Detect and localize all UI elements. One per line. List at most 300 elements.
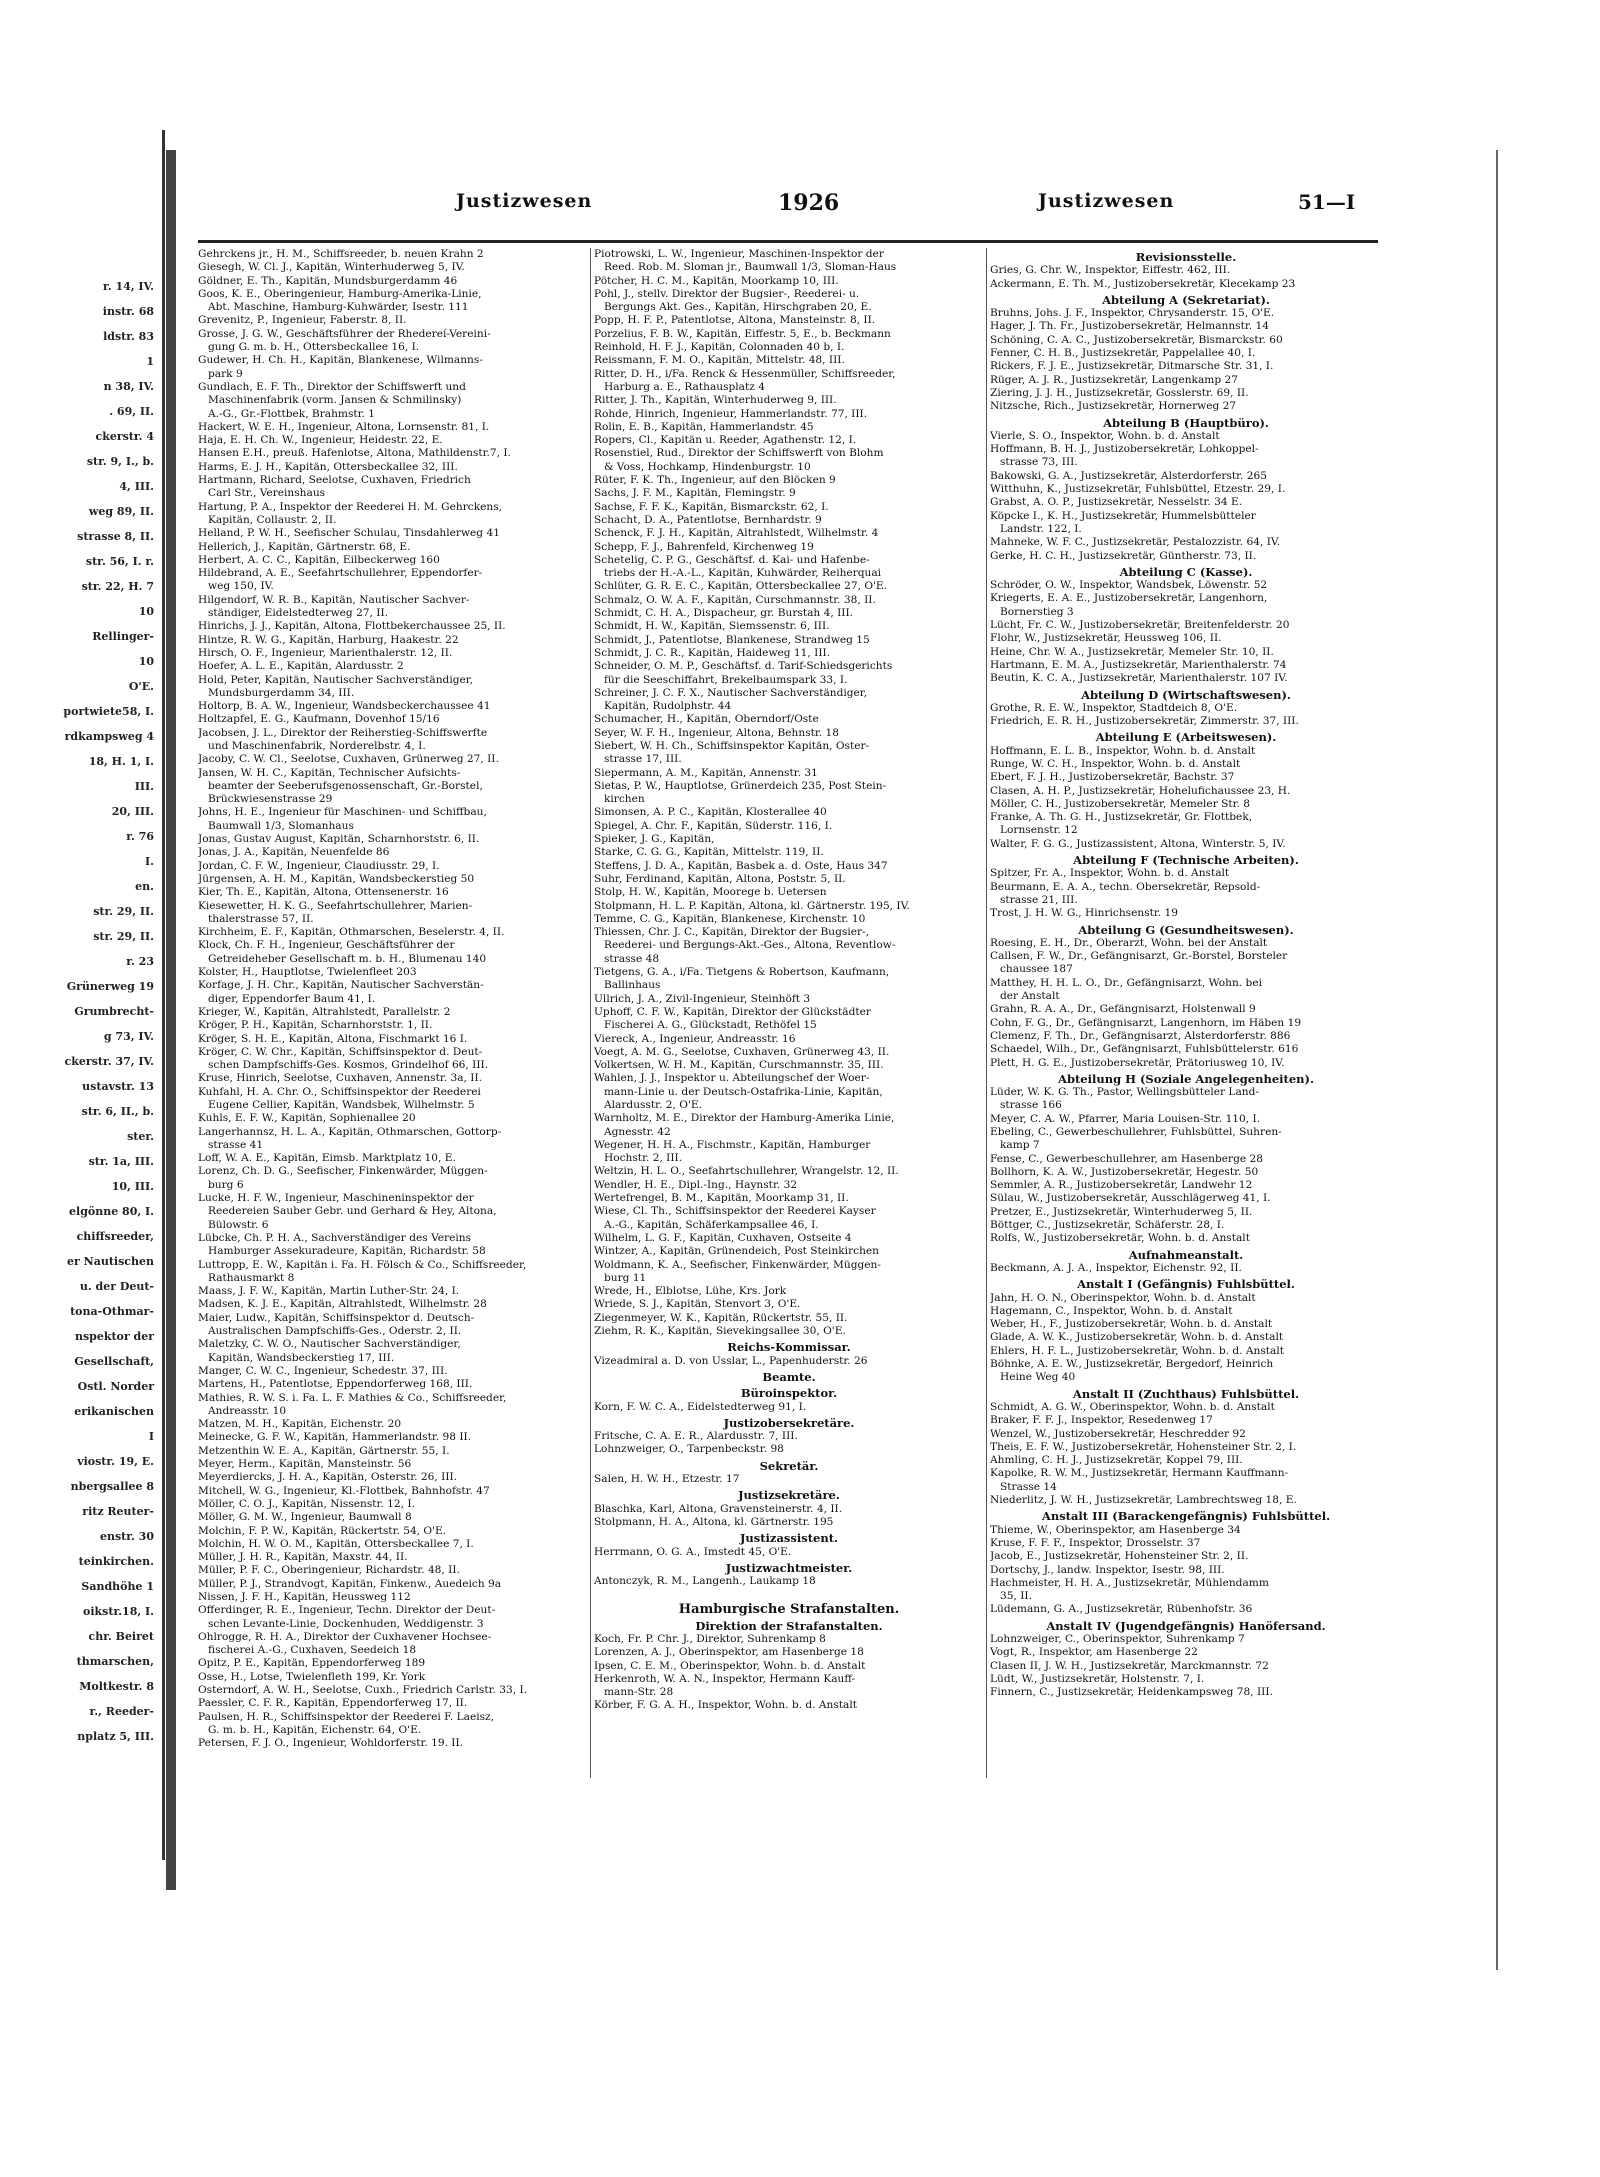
- directory-entry-line: Martens, H., Patentlotse, Eppendorferweg 168, III.: [198, 1378, 473, 1391]
- directory-entry-line: Meyer, C. A. W., Pfarrer, Maria Louisen-Str. 110, I.: [990, 1112, 1261, 1125]
- directory-entry-line: strasse 166: [1000, 1099, 1062, 1112]
- column-divider: [590, 248, 591, 1778]
- left-page-fragment: 4, III.: [119, 480, 154, 493]
- directory-entry-line: Harms, E. J. H., Kapitän, Ottersbeckallee 32, III.: [198, 460, 458, 473]
- directory-entry-line: Jürgensen, A. H. M., Kapitän, Wandsbeckerstieg 50: [198, 872, 475, 885]
- directory-entry-line: Jacoby, C. W. Cl., Seelotse, Cuxhaven, Grünerweg 27, II.: [198, 753, 499, 766]
- directory-entry-line: Uphoff, C. F. W., Kapitän, Direktor der Glückstädter: [594, 1005, 871, 1018]
- directory-entry-line: strasse 48: [604, 952, 660, 965]
- directory-entry-line: Matthey, H. H. L. O., Dr., Gefängnisarzt, Wohn. bei: [990, 976, 1263, 989]
- directory-entry-line: Madsen, K. J. E., Kapitän, Altrahlstedt, Wilhelmstr. 28: [198, 1298, 487, 1311]
- column-2: [594, 248, 984, 1788]
- left-page-fragment: chr. Beiret: [88, 1630, 154, 1643]
- section-heading: [594, 1591, 984, 1599]
- directory-entry-line: Maschinenfabrik (vorm. Jansen & Schmilinsky): [208, 394, 462, 407]
- directory-entry-line: Hellerich, J., Kapitän, Gärtnerstr. 68, E.: [198, 540, 411, 553]
- directory-entry-line: Hoffmann, B. H. J., Justizobersekretär, Lohkoppel-: [990, 443, 1259, 456]
- directory-entry-line: Wrede, H., Elblotse, Lühe, Krs. Jork: [594, 1285, 787, 1298]
- directory-entry-line: Beckmann, A. J. A., Inspektor, Eichenstr. 92, II.: [990, 1261, 1242, 1274]
- directory-entry-line: Brückwiesenstrasse 29: [208, 793, 333, 806]
- directory-entry-line: Thieme, W., Oberinspektor, am Hasenberge 34: [990, 1523, 1241, 1536]
- directory-entry-line: Korfage, J. H. Chr., Kapitän, Nautischer Sachverstän-: [198, 979, 484, 992]
- directory-entry-line: Jansen, W. H. C., Kapitän, Technischer Aufsichts-: [198, 766, 461, 779]
- left-page-fragment: nplatz 5, III.: [77, 1730, 154, 1743]
- left-page-fragment: thmarschen,: [76, 1655, 154, 1668]
- left-page-fragment: str. 9, I., b.: [86, 455, 154, 468]
- directory-entry-line: Ziegenmeyer, W. K., Kapitän, Rückertstr. 55, II.: [594, 1311, 848, 1324]
- directory-entry-line: Hackert, W. E. H., Ingenieur, Altona, Lornsenstr. 81, I.: [198, 420, 490, 433]
- section-heading: Abteilung E (Arbeitswesen).: [1095, 730, 1277, 745]
- section-heading: Anstalt III (Barackengefängnis) Fuhlsbüttel.: [1041, 1509, 1331, 1524]
- directory-entry-line: Simonsen, A. P. C., Kapitän, Klosterallee 40: [594, 806, 827, 819]
- directory-entry-line: schen Dampfschiffs-Ges. Kosmos, Grindelhof 66, III.: [208, 1059, 489, 1072]
- left-page-fragment: weg 89, II.: [88, 505, 154, 518]
- directory-entry-line: Gries, G. Chr. W., Inspektor, Eiffestr. 462, III.: [990, 264, 1231, 277]
- directory-entry-line: Kruse, Hinrich, Seelotse, Cuxhaven, Annenstr. 3a, II.: [198, 1072, 482, 1085]
- left-page-fragment: rdkampsweg 4: [64, 730, 154, 743]
- directory-entry-line: Wriede, S. J., Kapitän, Stenvort 3, O'E.: [594, 1298, 801, 1311]
- directory-entry-line: Sachs, J. F. M., Kapitän, Flemingstr. 9: [594, 487, 796, 500]
- directory-entry-line: Fenner, C. H. B., Justizsekretär, Pappelallee 40, I.: [990, 347, 1256, 360]
- directory-entry-line: Kröger, C. W. Chr., Kapitän, Schiffsinspektor d. Deut-: [198, 1045, 483, 1058]
- directory-entry-line: Meinecke, G. F. W., Kapitän, Hammerlandstr. 98 II.: [198, 1431, 472, 1444]
- directory-entry-line: Tietgens, G. A., i/Fa. Tietgens & Robertson, Kaufmann,: [594, 966, 890, 979]
- directory-entry-line: Voegt, A. M. G., Seelotse, Cuxhaven, Grünerweg 43, II.: [594, 1045, 890, 1058]
- directory-entry-line: thalerstrasse 57, II.: [208, 912, 314, 925]
- directory-entry-line: mann-Str. 28: [604, 1686, 674, 1699]
- directory-entry-line: Lüdemann, G. A., Justizsekretär, Rübenhofstr. 36: [990, 1603, 1253, 1616]
- directory-entry-line: Ebeling, C., Gewerbeschullehrer, Fuhlsbüttel, Suhren-: [990, 1126, 1282, 1138]
- directory-entry-line: Schmidt, H. W., Kapitän, Siemssenstr. 6, III.: [594, 620, 830, 633]
- directory-entry-line: Stolp, H. W., Kapitän, Moorege b. Uetersen: [594, 886, 827, 899]
- directory-entry-line: triebs der H.-A.-L., Kapitän, Kuhwärder, Reiherquai: [604, 567, 882, 580]
- directory-entry-line: Lücht, Fr. C. W., Justizobersekretär, Breitenfelderstr. 20: [990, 619, 1290, 632]
- directory-entry-line: Ipsen, C. E. M., Oberinspektor, Wohn. b. d. Anstalt: [594, 1659, 866, 1672]
- directory-entry-line: Maier, Ludw., Kapitän, Schiffsinspektor d. Deutsch-: [198, 1311, 475, 1324]
- left-page-fragment: . 69, II.: [109, 405, 154, 418]
- directory-entry-line: Weber, H., F., Justizobersekretär, Wohn. b. d. Anstalt: [990, 1318, 1273, 1331]
- directory-entry-line: Kuhls, E. F. W., Kapitän, Sophienallee 20: [198, 1112, 416, 1125]
- directory-entry-line: Ziering, J. J. H., Justizsekretär, Gosslerstr. 69, II.: [990, 386, 1249, 399]
- directory-entry-line: Fischerei A. G., Glückstadt, Rethöfel 15: [604, 1019, 817, 1032]
- directory-entry-line: Köpcke I., K. H., Justizsekretär, Hummelsbütteler: [990, 509, 1256, 522]
- directory-entry-line: Ahmling, C. H. J., Justizsekretär, Koppel 79, III.: [990, 1454, 1243, 1467]
- directory-entry-line: Loff, W. A. E., Kapitän, Eimsb. Marktplatz 10, E.: [198, 1152, 456, 1165]
- directory-entry-line: Agnesstr. 42: [604, 1125, 671, 1138]
- directory-entry-line: Hartmann, Richard, Seelotse, Cuxhaven, Friedrich: [198, 474, 471, 487]
- left-page-fragment: 10: [138, 655, 154, 668]
- directory-entry-line: fischerei A.-G., Cuxhaven, Seedeich 18: [208, 1644, 417, 1657]
- directory-entry-line: Witthuhn, K., Justizsekretär, Fuhlsbüttel, Etzestr. 29, I.: [990, 483, 1286, 496]
- section-heading: Anstalt IV (Jugendgefängnis) Hanöfersand.: [1046, 1618, 1326, 1633]
- directory-entry-line: Möller, C. H., Justizobersekretär, Memeler Str. 8: [990, 797, 1251, 810]
- section-heading: Abteilung H (Soziale Angelegenheiten).: [1058, 1071, 1314, 1086]
- page-header: [178, 190, 1496, 220]
- directory-entry-line: Ropers, Cl., Kapitän u. Reeder, Agathenstr. 12, I.: [594, 434, 857, 447]
- left-page-fragment: str. 22, H. 7: [81, 580, 154, 593]
- left-page-fragment: ustavstr. 13: [82, 1080, 154, 1093]
- directory-entry-line: Glade, A. W. K., Justizobersekretär, Wohn. b. d. Anstalt: [990, 1331, 1284, 1344]
- header-right-title: Justizwesen: [1038, 190, 1175, 212]
- directory-entry-line: Kröger, P. H., Kapitän, Scharnhorststr. 1, II.: [198, 1019, 433, 1032]
- directory-entry-line: weg 150, IV.: [208, 580, 274, 593]
- directory-entry-line: Manger, C. W. C., Ingenieur, Schedestr. 37, III.: [198, 1364, 448, 1377]
- directory-entry-line: Wilhelm, L. G. F., Kapitän, Cuxhaven, Ostseite 4: [594, 1231, 852, 1244]
- directory-entry-line: burg 6: [208, 1178, 244, 1191]
- directory-entry-line: Porzelius, F. B. W., Kapitän, Eiffestr. 5, E., b. Beckmann: [594, 327, 891, 340]
- section-heading: Abteilung B (Hauptbüro).: [1103, 415, 1269, 430]
- directory-page: [178, 150, 1498, 1970]
- left-page-fragment: r., Reeder-: [89, 1705, 154, 1718]
- directory-entry-line: G. m. b. H., Kapitän, Eichenstr. 64, O'E.: [208, 1723, 422, 1736]
- directory-entry-line: Körber, F. G. A. H., Inspektor, Wohn. b. d. Anstalt: [594, 1699, 858, 1712]
- directory-entry-line: Mahneke, W. F. C., Justizsekretär, Pestalozzistr. 64, IV.: [990, 536, 1281, 549]
- directory-entry-line: Vierle, S. O., Inspektor, Wohn. b. d. Anstalt: [990, 429, 1220, 442]
- directory-entry-line: Meyer, Herm., Kapitän, Mansteinstr. 56: [198, 1458, 412, 1471]
- directory-entry-line: Hold, Peter, Kapitän, Nautischer Sachverständiger,: [198, 673, 474, 686]
- directory-entry-line: Schetelig, C. P. G., Geschäftsf. d. Kai- und Hafenbe-: [594, 553, 870, 566]
- directory-entry-line: Siepermann, A. M., Kapitän, Annenstr. 31: [594, 766, 818, 779]
- directory-entry-line: Hartung, P. A., Inspektor der Reederei H. M. Gehrckens,: [198, 500, 503, 513]
- directory-entry-line: Flohr, W., Justizsekretär, Heussweg 106, II.: [990, 632, 1222, 645]
- directory-entry-line: Rolin, E. B., Kapitän, Hammerlandstr. 45: [594, 420, 814, 433]
- directory-entry-line: Lorenz, Ch. D. G., Seefischer, Finkenwärder, Müggen-: [198, 1165, 488, 1178]
- section-heading: Abteilung A (Sekretariat).: [1102, 292, 1270, 307]
- directory-entry-line: Wintzer, A., Kapitän, Grünendeich, Post Steinkirchen: [594, 1245, 879, 1258]
- directory-entry-line: Schmidt, J. C. R., Kapitän, Haideweg 11, III.: [594, 646, 831, 659]
- directory-entry-line: strasse 73, III.: [1000, 456, 1078, 469]
- directory-entry-line: Gudewer, H. Ch. H., Kapitän, Blankenese, Wilmanns-: [198, 354, 483, 367]
- directory-entry-line: Spiegel, A. Chr. F., Kapitän, Süderstr. 116, I.: [594, 819, 833, 832]
- left-page-fragment: g 73, IV.: [103, 1030, 154, 1043]
- left-page-fragment: nbergsallee 8: [70, 1480, 154, 1493]
- directory-entry-line: Hinrichs, J. J., Kapitän, Altona, Flottbekerchaussee 25, II.: [198, 620, 506, 633]
- directory-entry-line: Offerdinger, R. E., Ingenieur, Techn. Direktor der Deut-: [198, 1604, 496, 1617]
- left-page-fragment: teinkirchen.: [78, 1555, 154, 1568]
- directory-entry-line: Wegener, H. H. A., Fischmstr., Kapitän, Hamburger: [594, 1138, 871, 1151]
- directory-entry-line: Gerke, H. C. H., Justizsekretär, Güntherstr. 73, II.: [990, 549, 1257, 562]
- directory-entry-line: Landstr. 122, I.: [1000, 522, 1082, 535]
- directory-entry-line: Lorenzen, A. J., Oberinspektor, am Hasenberge 18: [594, 1646, 864, 1659]
- left-page-fragment: III.: [134, 780, 154, 793]
- directory-entry-line: Suhr, Ferdinand, Kapitän, Altona, Poststr. 5, II.: [594, 872, 846, 885]
- directory-entry-line: Wahlen, J. J., Inspektor u. Abteilungschef der Woer-: [594, 1072, 870, 1085]
- directory-entry-line: park 9: [208, 367, 243, 380]
- directory-entry-line: Schmidt, J., Patentlotse, Blankenese, Strandweg 15: [594, 633, 870, 646]
- header-year: 1926: [778, 190, 840, 216]
- directory-entry-line: Böttger, C., Justizsekretär, Schäferstr. 28, I.: [990, 1219, 1225, 1232]
- directory-entry-line: Jonas, J. A., Kapitän, Neuenfelde 86: [198, 846, 390, 859]
- column-divider: [986, 248, 987, 1778]
- directory-entry-line: Stolpmann, H. L. P. Kapitän, Altona, kl. Gärtnerstr. 195, IV.: [594, 899, 910, 912]
- directory-entry-line: Rüger, A. J. R., Justizsekretär, Langenkamp 27: [990, 373, 1238, 386]
- directory-entry-line: Australischen Dampfschiffs-Ges., Oderstr. 2, II.: [208, 1325, 462, 1338]
- directory-entry-line: Schaedel, Wilh., Dr., Gefängnisarzt, Fuhlsbüttelerstr. 616: [990, 1043, 1299, 1056]
- directory-entry-line: Kriegerts, E. A. E., Justizobersekretär, Langenhorn,: [990, 592, 1268, 605]
- directory-entry-line: Schacht, D. A., Patentlotse, Bernhardstr. 9: [594, 513, 822, 526]
- directory-entry-line: Meyerdiercks, J. H. A., Kapitän, Osterstr. 26, III.: [198, 1471, 458, 1484]
- directory-entry-line: Ullrich, J. A., Zivil-Ingenieur, Steinhöft 3: [594, 992, 811, 1005]
- section-heading: Abteilung C (Kasse).: [1119, 564, 1253, 579]
- directory-entry-line: Sülau, W., Justizobersekretär, Ausschlägerweg 41, I.: [990, 1192, 1271, 1205]
- left-page-fragment: 20, III.: [111, 805, 154, 818]
- directory-entry-line: Roesing, E. H., Dr., Oberarzt, Wohn. bei der Anstalt: [990, 936, 1268, 949]
- directory-entry-line: Beurmann, E. A. A., techn. Obersekretär, Repsold-: [990, 880, 1261, 893]
- directory-entry-line: Giesegh, W. Cl. J., Kapitän, Winterhuderweg 5, IV.: [198, 261, 465, 274]
- directory-entry-line: Spitzer, Fr. A., Inspektor, Wohn. b. d. Anstalt: [990, 867, 1230, 880]
- directory-entry-line: Schöning, C. A. C., Justizobersekretär, Bismarckstr. 60: [990, 333, 1283, 346]
- directory-entry-line: Volkertsen, W. H. M., Kapitän, Curschmannstr. 35, III.: [594, 1059, 884, 1072]
- directory-entry-line: Vizeadmiral a. D. von Usslar, L., Papenhuderstr. 26: [594, 1354, 868, 1367]
- directory-entry-line: Ebert, F. J. H., Justizobersekretär, Bachstr. 37: [990, 771, 1235, 784]
- directory-entry-line: kamp 7: [1000, 1139, 1040, 1152]
- directory-entry-line: chaussee 187: [1000, 963, 1073, 976]
- directory-entry-line: Möller, C. O. J., Kapitän, Nissenstr. 12, I.: [198, 1497, 415, 1510]
- section-heading: Justizobersekretäre.: [723, 1415, 855, 1430]
- directory-entry-line: Hintze, R. W. G., Kapitän, Harburg, Haakestr. 22: [198, 633, 459, 646]
- directory-entry-line: Kröger, S. H. E., Kapitän, Altona, Fischmarkt 16 I.: [198, 1032, 468, 1045]
- directory-entry-line: Hildebrand, A. E., Seefahrtschullehrer, Eppendorfer-: [198, 567, 483, 580]
- directory-entry-line: Blaschka, Karl, Altona, Gravensteinerstr. 4, II.: [594, 1502, 843, 1515]
- directory-entry-line: Böhnke, A. E. W., Justizsekretär, Bergedorf, Heinrich: [990, 1358, 1274, 1371]
- left-page-fragment: erikanischen: [74, 1405, 154, 1418]
- directory-entry-line: Kiesewetter, H. K. G., Seefahrtschullehrer, Marien-: [198, 899, 473, 912]
- directory-entry-line: Kapolke, R. W. M., Justizsekretär, Hermann Kauffmann-: [990, 1467, 1289, 1480]
- directory-entry-line: Heine Weg 40: [1000, 1371, 1076, 1384]
- section-heading: Aufnahmeanstalt.: [1128, 1247, 1244, 1262]
- directory-entry-line: Rüter, F. K. Th., Ingenieur, auf den Blöcken 9: [594, 474, 836, 487]
- directory-entry-line: Reissmann, F. M. O., Kapitän, Mittelstr. 48, III.: [594, 354, 845, 367]
- directory-entry-line: Fritsche, C. A. E. R., Alardusstr. 7, III.: [594, 1430, 798, 1443]
- directory-entry-line: Pretzer, E., Justizsekretär, Winterhuderweg 5, II.: [990, 1205, 1253, 1218]
- directory-entry-line: Dortschy, J., landw. Inspektor, Isestr. 98, III.: [990, 1563, 1225, 1576]
- directory-entry-line: Kapitän, Wandsbeckerstieg 17, III.: [208, 1351, 395, 1364]
- directory-entry-line: Goos, K. E., Oberingenieur, Hamburg-Amerika-Linie,: [198, 287, 482, 300]
- directory-entry-line: & Voss, Hochkamp, Hindenburgstr. 10: [604, 460, 811, 473]
- left-page-fragment: strasse 8, II.: [77, 530, 154, 543]
- directory-entry-line: Osse, H., Lotse, Twielenfleth 199, Kr. York: [198, 1670, 426, 1683]
- header-rule: [198, 240, 1378, 243]
- directory-entry-line: Temme, C. G., Kapitän, Blankenese, Kirchenstr. 10: [594, 912, 866, 925]
- directory-entry-line: Andreasstr. 10: [208, 1404, 287, 1417]
- directory-entry-line: Clasen II, J. W. H., Justizsekretär, Marckmannstr. 72: [990, 1659, 1269, 1672]
- directory-entry-line: Kapitän, Rudolphstr. 44: [604, 700, 732, 713]
- directory-entry-line: A.-G., Gr.-Flottbek, Brahmstr. 1: [208, 407, 376, 420]
- left-page-fragment: Sandhöhe 1: [81, 1580, 154, 1593]
- directory-entry-line: Bülowstr. 6: [208, 1218, 269, 1231]
- directory-entry-line: kirchen: [604, 793, 645, 806]
- section-heading: Justizsekretäre.: [738, 1488, 840, 1503]
- directory-entry-line: Haja, E. H. Ch. W., Ingenieur, Heidestr. 22, E.: [198, 434, 443, 447]
- directory-entry-line: 35, II.: [1000, 1590, 1032, 1603]
- directory-entry-line: Warnholtz, M. E., Direktor der Hamburg-Amerika Linie,: [594, 1112, 895, 1125]
- directory-entry-line: strasse 21, III.: [1000, 893, 1078, 906]
- directory-entry-line: Ballinhaus: [604, 979, 661, 992]
- section-heading: Revisionsstelle.: [1135, 250, 1237, 264]
- left-page-fragment: 10: [138, 605, 154, 618]
- left-page-fragment: str. 1a, III.: [88, 1155, 154, 1168]
- directory-entry-line: für die Seeschiffahrt, Brekelbaumspark 33, I.: [604, 673, 848, 686]
- directory-entry-line: Harburg a. E., Rathausplatz 4: [604, 380, 765, 393]
- directory-entry-line: Holtorp, B. A. W., Ingenieur, Wandsbeckerchaussee 41: [198, 700, 491, 713]
- directory-entry-line: Lohnzweiger, O., Tarpenbeckstr. 98: [594, 1443, 784, 1456]
- left-page-fragment: O'E.: [128, 680, 154, 693]
- directory-entry-line: Bornerstieg 3: [1000, 605, 1074, 618]
- directory-entry-line: Hoffmann, E. L. B., Inspektor, Wohn. b. d. Anstalt: [990, 744, 1256, 757]
- section-heading: Abteilung G (Gesundheitswesen).: [1078, 922, 1294, 937]
- directory-entry-line: Abt. Maschine, Hamburg-Kuhwärder, Isestr. 111: [208, 301, 469, 314]
- directory-entry-line: Finnern, C., Justizsekretär, Heidenkampsweg 78, III.: [990, 1686, 1273, 1699]
- left-page-fragment: en.: [135, 880, 154, 893]
- section-heading: Beamte.: [762, 1369, 816, 1384]
- directory-entry-line: Wenzel, W., Justizobersekretär, Heschredder 92: [990, 1427, 1246, 1440]
- directory-entry-line: Johns, H. E., Ingenieur für Maschinen- und Schiffbau,: [198, 806, 487, 819]
- column-1: [198, 248, 588, 1788]
- directory-entry-line: Rickers, F. J. E., Justizsekretär, Ditmarsche Str. 31, I.: [990, 360, 1274, 373]
- directory-entry-line: Schlüter, G. R. E. C., Kapitän, Ottersbeckallee 27, O'E.: [594, 580, 888, 593]
- directory-entry-line: gung G. m. b. H., Ottersbeckallee 16, I.: [208, 341, 420, 354]
- directory-entry-line: Bakowski, G. A., Justizsekretär, Alsterdorferstr. 265: [990, 469, 1268, 482]
- directory-entry-line: der Anstalt: [1000, 990, 1060, 1003]
- directory-entry-line: Maass, J. F. W., Kapitän, Martin Luther-Str. 24, I.: [198, 1285, 460, 1298]
- directory-entry-line: Rosenstiel, Rud., Direktor der Schiffswerft von Blohm: [594, 447, 884, 460]
- directory-entry-line: Braker, F. F. J., Inspektor, Resedenweg 17: [990, 1414, 1213, 1427]
- directory-entry-line: Walter, F. G. G., Justizassistent, Altona, Winterstr. 5, IV.: [990, 837, 1286, 850]
- directory-entry-line: Metzenthin W. E. A., Kapitän, Gärtnerstr. 55, I.: [198, 1444, 450, 1457]
- directory-entry-line: Franke, A. Th. G. H., Justizsekretär, Gr. Flottbek,: [990, 811, 1253, 824]
- directory-entry-line: Hilgendorf, W. R. B., Kapitän, Nautischer Sachver-: [198, 593, 470, 606]
- directory-entry-line: Molchin, H. W. O. M., Kapitän, Ottersbeckallee 7, I.: [198, 1537, 474, 1550]
- directory-entry-line: Schreiner, J. C. F. X., Nautischer Sachverständiger,: [594, 686, 868, 699]
- directory-entry-line: strasse 41: [208, 1138, 264, 1151]
- directory-entry-line: Theis, E. F. W., Justizobersekretär, Hohensteiner Str. 2, I.: [990, 1440, 1297, 1453]
- left-page-fragment: r. 23: [126, 955, 154, 968]
- directory-entry-line: Göldner, E. Th., Kapitän, Mundsburgerdamm 46: [198, 274, 458, 287]
- directory-entry-line: Alardusstr. 2, O'E.: [604, 1099, 702, 1111]
- directory-entry-line: Petersen, F. J. O., Ingenieur, Wohldorferstr. 19. II.: [198, 1737, 464, 1750]
- directory-entry-line: Hochstr. 2, III.: [604, 1152, 683, 1165]
- left-page-fragment: Moltkestr. 8: [79, 1680, 154, 1693]
- directory-entry-line: Molchin, F. P. W., Kapitän, Rückertstr. 54, O'E.: [198, 1524, 447, 1537]
- directory-entry-line: Schröder, O. W., Inspektor, Wandsbek, Löwenstr. 52: [990, 579, 1268, 592]
- directory-entry-line: Jordan, C. F. W., Ingenieur, Claudiusstr. 29, I.: [198, 859, 440, 872]
- left-page-fragment: I: [148, 1430, 154, 1443]
- directory-entry-line: Bruhns, Johs. J. F., Inspektor, Chrysanderstr. 15, O'E.: [990, 307, 1275, 320]
- left-page-fragment: tona-Othmar-: [70, 1305, 154, 1318]
- directory-entry-line: Wiese, Cl. Th., Schiffsinspektor der Reederei Kayser: [594, 1205, 876, 1218]
- left-page-fragment: oikstr.18, I.: [83, 1605, 154, 1618]
- directory-entry-line: Klock, Ch. F. H., Ingenieur, Geschäftsführer der: [198, 939, 455, 952]
- directory-entry-line: Jacob, E., Justizsekretär, Hohensteiner Str. 2, II.: [990, 1550, 1249, 1563]
- directory-entry-line: Ehlers, H. F. L., Justizobersekretär, Wohn. b. d. Anstalt: [990, 1344, 1284, 1357]
- section-heading: Justizwachtmeister.: [725, 1560, 853, 1575]
- left-page-fragment: Grünerweg 19: [66, 980, 154, 993]
- left-page-fragment: elgönne 80, I.: [69, 1205, 154, 1218]
- section-heading: Abteilung D (Wirtschaftswesen).: [1081, 687, 1291, 702]
- directory-entry-line: Rohde, Hinrich, Ingenieur, Hammerlandstr. 77, III.: [594, 407, 868, 420]
- directory-entry-line: Grothe, R. E. W., Inspektor, Stadtdeich 8, O'E.: [990, 701, 1238, 714]
- directory-entry-line: Clemenz, F. Th., Dr., Gefängnisarzt, Alsterdorferstr. 886: [990, 1029, 1291, 1042]
- directory-entry-line: Reedereien Sauber Gebr. und Gerhard & Hey, Altona,: [208, 1205, 497, 1218]
- directory-entry-line: Friedrich, E. R. H., Justizobersekretär, Zimmerstr. 37, III.: [990, 715, 1299, 728]
- directory-entry-line: und Maschinenfabrik, Norderelbstr. 4, I.: [208, 739, 426, 752]
- directory-entry-line: Osterndorf, A. W. H., Seelotse, Cuxh., Friedrich Carlstr. 33, I.: [198, 1684, 528, 1697]
- directory-entry-line: Nissen, J. F. H., Kapitän, Heussweg 112: [198, 1590, 411, 1603]
- directory-entry-line: Baumwall 1/3, Slomanhaus: [208, 819, 354, 832]
- directory-entry-line: Strasse 14: [1000, 1480, 1057, 1493]
- directory-entry-line: burg 11: [604, 1271, 647, 1284]
- directory-entry-line: Koch, Fr. P. Chr. J., Direktor, Suhrenkamp 8: [594, 1632, 826, 1645]
- directory-entry-line: Kier, Th. E., Kapitän, Altona, Ottensenerstr. 16: [198, 886, 449, 899]
- directory-entry-line: Bergungs Akt. Ges., Kapitän, Hirschgraben 20, E.: [604, 301, 872, 314]
- directory-entry-line: A.-G., Kapitän, Schäferkampsallee 46, I.: [604, 1218, 819, 1231]
- directory-entry-line: Sietas, P. W., Hauptlotse, Grünerdeich 235, Post Stein-: [594, 779, 887, 792]
- directory-entry-line: Lüder, W. K. G. Th., Pastor, Wellingsbütteler Land-: [990, 1086, 1259, 1099]
- directory-entry-line: Popp, H. F. P., Patentlotse, Altona, Mansteinstr. 8, II.: [594, 314, 876, 327]
- directory-entry-line: Jonas, Gustav August, Kapitän, Scharnhorststr. 6, II.: [198, 833, 480, 846]
- directory-entry-line: Herkenroth, W. A. N., Inspektor, Hermann Kauff-: [594, 1672, 856, 1685]
- directory-entry-line: Schepp, F. J., Bahrenfeld, Kirchenweg 19: [594, 540, 814, 553]
- directory-entry-line: Pötcher, H. C. M., Kapitän, Moorkamp 10, III.: [594, 274, 839, 287]
- directory-entry-line: Hartmann, E. M. A., Justizsekretär, Marienthalerstr. 74: [990, 658, 1287, 671]
- directory-entry-line: Grahn, R. A. A., Dr., Gefängnisarzt, Holstenwall 9: [990, 1003, 1256, 1016]
- directory-entry-line: Müller, P. J., Strandvogt, Kapitän, Finkenw., Auedeich 9a: [198, 1577, 502, 1590]
- directory-entry-line: Maletzky, C. W. O., Nautischer Sachverständiger,: [198, 1338, 461, 1351]
- section-heading: Abteilung F (Technische Arbeiten).: [1073, 853, 1299, 868]
- directory-entry-line: Schumacher, H., Kapitän, Oberndorf/Oste: [594, 713, 819, 726]
- directory-entry-line: Fense, C., Gewerbeschullehrer, am Hasenberge 28: [990, 1152, 1263, 1165]
- directory-entry-line: Reed. Rob. M. Sloman jr., Baumwall 1/3, Sloman-Haus: [604, 261, 897, 274]
- directory-entry-line: Cohn, F. G., Dr., Gefängnisarzt, Langenhorn, im Häben 19: [990, 1016, 1302, 1029]
- directory-entry-line: diger, Eppendorfer Baum 41, I.: [208, 992, 376, 1005]
- left-page-fragment: chiffsreeder,: [76, 1230, 154, 1243]
- left-page-fragment: str. 56, I. r.: [85, 555, 154, 568]
- directory-entry-line: Niederlitz, J. W. H., Justizsekretär, Lambrechtsweg 18, E.: [990, 1494, 1297, 1507]
- directory-entry-line: Piotrowski, L. W., Ingenieur, Maschinen-Inspektor der: [594, 248, 884, 260]
- directory-entry-line: Ackermann, E. Th. M., Justizobersekretär, Klecekamp 23: [990, 277, 1296, 290]
- directory-entry-line: Müller, J. H. R., Kapitän, Maxstr. 44, II.: [198, 1551, 408, 1564]
- directory-entry-line: Grabst, A. O. P., Justizsekretär, Nesselstr. 34 E.: [990, 496, 1243, 509]
- left-page-fragment: enstr. 30: [99, 1530, 154, 1543]
- directory-entry-line: Helland, P. W. H., Seefischer Schulau, Tinsdahlerweg 41: [198, 527, 500, 540]
- section-heading: Büroinspektor.: [740, 1386, 838, 1401]
- directory-entry-line: Woldmann, K. A., Seefischer, Finkenwärder, Müggen-: [594, 1258, 881, 1271]
- directory-entry-line: Reederei- und Bergungs-Akt.-Ges., Altona, Reventlow-: [604, 939, 896, 952]
- directory-entry-line: Kirchheim, E. F., Kapitän, Othmarschen, Beselerstr. 4, II.: [198, 926, 505, 939]
- section-heading: Justizassistent.: [739, 1531, 839, 1546]
- directory-entry-line: Matzen, M. H., Kapitän, Eichenstr. 20: [198, 1418, 402, 1431]
- left-page-fragment: str. 29, II.: [93, 930, 154, 943]
- directory-entry-line: Salen, H. W. H., Etzestr. 17: [594, 1473, 740, 1486]
- directory-entry-line: Luttropp, E. W., Kapitän i. Fa. H. Fölsch & Co., Schiffsreeder,: [198, 1258, 527, 1271]
- left-page-fragment: er Nautischen: [67, 1255, 154, 1268]
- header-left-title: Justizwesen: [456, 190, 593, 212]
- directory-entry-line: Müller, P. F. C., Oberingenieur, Richardstr. 48, II.: [198, 1564, 460, 1577]
- directory-entry-line: Stolpmann, H. A., Altona, kl. Gärtnerstr. 195: [594, 1515, 834, 1528]
- directory-entry-line: Viereck, A., Ingenieur, Andreasstr. 16: [594, 1032, 796, 1045]
- directory-entry-line: Pohl, J., stellv. Direktor der Bugsier-, Reederei- u.: [594, 287, 860, 300]
- book-gutter: [166, 150, 176, 1890]
- left-page-fragment: u. der Deut-: [79, 1280, 154, 1293]
- directory-entry-line: Seyer, W. F. H., Ingenieur, Altona, Behnstr. 18: [594, 726, 840, 739]
- left-page-fragment: ckerstr. 4: [95, 430, 154, 443]
- directory-entry-line: Kolster, H., Hauptlotse, Twielenfleet 203: [198, 966, 417, 979]
- directory-entry-line: Schmalz, O. W. A. F., Kapitän, Curschmannstr. 38, II.: [594, 593, 876, 606]
- directory-entry-line: Grosse, J. G. W., Geschäftsführer der Rhedereí-Vereini-: [198, 327, 491, 340]
- directory-entry-line: Paulsen, H. R., Schiffsinspektor der Reederei F. Laeisz,: [198, 1710, 495, 1723]
- directory-entry-line: Möller, G. M. W., Ingenieur, Baumwall 8: [198, 1511, 412, 1524]
- directory-entry-line: Mitchell, W. G., Ingenieur, Kl.-Flottbek, Bahnhofstr. 47: [198, 1484, 490, 1497]
